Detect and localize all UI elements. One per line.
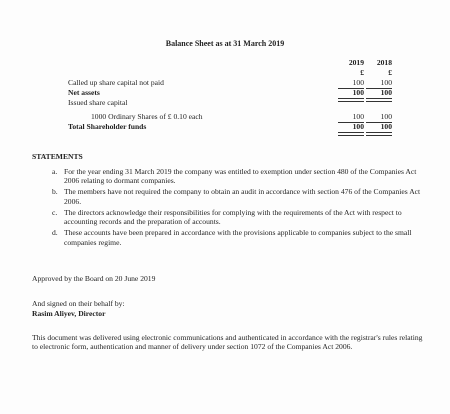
year-header-row	[68, 58, 392, 68]
statements-list	[52, 167, 430, 249]
value-2018: 100	[380, 78, 392, 87]
statements-heading: STATEMENTS	[32, 152, 83, 161]
statement-text: The members have not required the company to obtain an audit in accordance with section 476 of the Companies Act 2006.	[64, 187, 421, 206]
table-row	[68, 88, 392, 98]
list-item	[52, 167, 430, 186]
signed-on-behalf-line: And signed on their behalf by:	[32, 299, 125, 308]
list-marker: c.	[52, 207, 58, 217]
total-double-rule	[366, 132, 392, 136]
row-label: 1000 Ordinary Shares of £ 0.10 each	[91, 112, 203, 121]
year-2018-header: 2018	[376, 58, 392, 67]
signer-name: Rasim Aliyev, Director	[32, 309, 106, 318]
row-label: Net assets	[68, 88, 100, 97]
value-2018: 100	[380, 122, 392, 131]
list-marker: d.	[52, 228, 58, 238]
list-item	[52, 187, 430, 206]
value-2019: 100	[352, 112, 364, 121]
statement-text: For the year ending 31 March 2019 the company was entitled to exemption under section 480 of the Companies Act 2006 relating to dormant companies.	[64, 167, 417, 186]
list-marker: b.	[52, 187, 58, 197]
statement-text: The directors acknowledge their responsibilities for complying with the requirements of the Act with respect to accounting records and the preparation of accounts.	[64, 207, 402, 227]
currency-2018: £	[388, 68, 392, 77]
table-row	[68, 122, 392, 132]
list-marker: a.	[52, 167, 58, 176]
table-row	[68, 78, 392, 88]
year-2019-header: 2019	[348, 58, 364, 67]
value-2018: 100	[380, 88, 392, 97]
table-row	[68, 98, 388, 108]
table-row	[68, 112, 392, 122]
row-label: Total Shareholder funds	[68, 122, 147, 131]
statement-text: These accounts have been prepared in accordance with the provisions applicable to companies subject to the small companies regime.	[64, 228, 412, 247]
list-item	[52, 208, 430, 227]
value-2019: 100	[352, 78, 364, 87]
row-label: Called up share capital not paid	[68, 78, 164, 87]
row-label: Issued share capital	[68, 98, 128, 107]
approval-line: Approved by the Board on 20 June 2019	[32, 274, 156, 283]
value-2019: 100	[352, 88, 364, 97]
document-title: Balance Sheet as at 31 March 2019	[165, 39, 285, 48]
value-2019: 100	[352, 122, 364, 131]
currency-header-row	[68, 68, 392, 78]
total-double-rule	[338, 132, 364, 136]
balance-sheet-table	[68, 58, 392, 132]
electronic-delivery-note: This document was delivered using electronic communications and authenticated in accordance with the registrar's rules relating to electronic form, authentication and manner of delivery under section 1072 of the Companies Act 2006.	[32, 333, 423, 352]
list-item	[52, 228, 430, 247]
value-2018: 100	[380, 112, 392, 121]
currency-2019: £	[360, 68, 364, 77]
